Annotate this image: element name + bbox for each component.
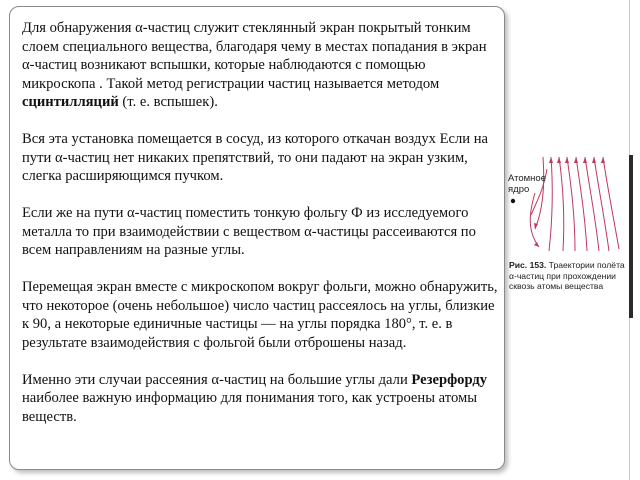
figure-number: Рис. 153.: [509, 260, 547, 270]
arrowhead: [583, 157, 587, 163]
nucleus-label: Атомное ядро: [508, 173, 546, 195]
figure-caption-text: Траектории полёта α-частиц при прохождении сквозь атомы вещества: [509, 260, 625, 291]
paragraph-5-start: Именно эти случаи рассеяния α-частиц на большие углы дали: [22, 371, 412, 388]
trajectory-line: [567, 157, 575, 251]
arrowhead: [592, 157, 596, 163]
paragraph-1-start: Для обнаружения α-частиц служит стеклянный экран покрытый тонким слоем специального вещества, благодаря чему в местах попадания в экран α-частиц возникают вспышки, которые наблюдаются с помощью микроскопа . Такой метод регистрации частиц называется методом: [22, 20, 487, 92]
term-rutherford: Резерфорду: [411, 371, 488, 388]
paragraph-5: [22, 371, 498, 427]
term-scintillation: сцинтилляций: [22, 94, 119, 110]
trajectory-line: [530, 193, 539, 247]
arrowhead: [574, 157, 578, 163]
paragraph-2: Вся эта установка помещается в сосуд, из которого откачан воздух Если на пути α-частиц нет никаких препятствий, то они падают на экран узким, слегка расширяющимся пучком.: [22, 131, 489, 184]
paragraph-1-end: (т. е. вспышек).: [118, 94, 218, 110]
trajectory-line: [549, 157, 552, 251]
trajectory-line: [576, 157, 587, 251]
arrowhead: [601, 157, 605, 163]
trajectory-line: [559, 157, 564, 251]
trajectory-line: [594, 157, 609, 251]
paragraph-4: Перемещая экран вместе с микроскопом вокруг фольги, можно обнаружить, что некоторое (очень небольшое) число частиц рассеялось на углы, близкие к 90, а некоторые единичные частицы — на углы порядка 180°, т. е. в результате взаимодействия с фольгой были отброшены назад.: [22, 279, 498, 351]
paragraph-5-end: наиболее важную информацию для понимания того, как устроены атомы веществ.: [22, 390, 478, 425]
trajectory-figure: [507, 155, 629, 320]
figure-caption: [509, 260, 629, 292]
paragraph-1: [22, 19, 498, 112]
trajectory-line: [585, 157, 599, 251]
nucleus-dot: [511, 199, 515, 203]
page-edge-marker: [629, 155, 633, 318]
arrowhead: [557, 157, 561, 163]
arrowhead: [534, 223, 538, 229]
trajectory-line: [603, 157, 619, 249]
body-text: [22, 19, 498, 445]
paragraph-3: Если же на пути α-частиц поместить тонкую фольгу Ф из исследуемого металла то при взаимодействии с веществом α-частицы рассеиваются по всем направлениям на разные углы.: [22, 205, 476, 258]
arrowhead: [549, 157, 553, 163]
trajectory-diagram: [507, 155, 629, 255]
arrowhead: [565, 157, 569, 163]
arrowhead: [534, 242, 539, 247]
